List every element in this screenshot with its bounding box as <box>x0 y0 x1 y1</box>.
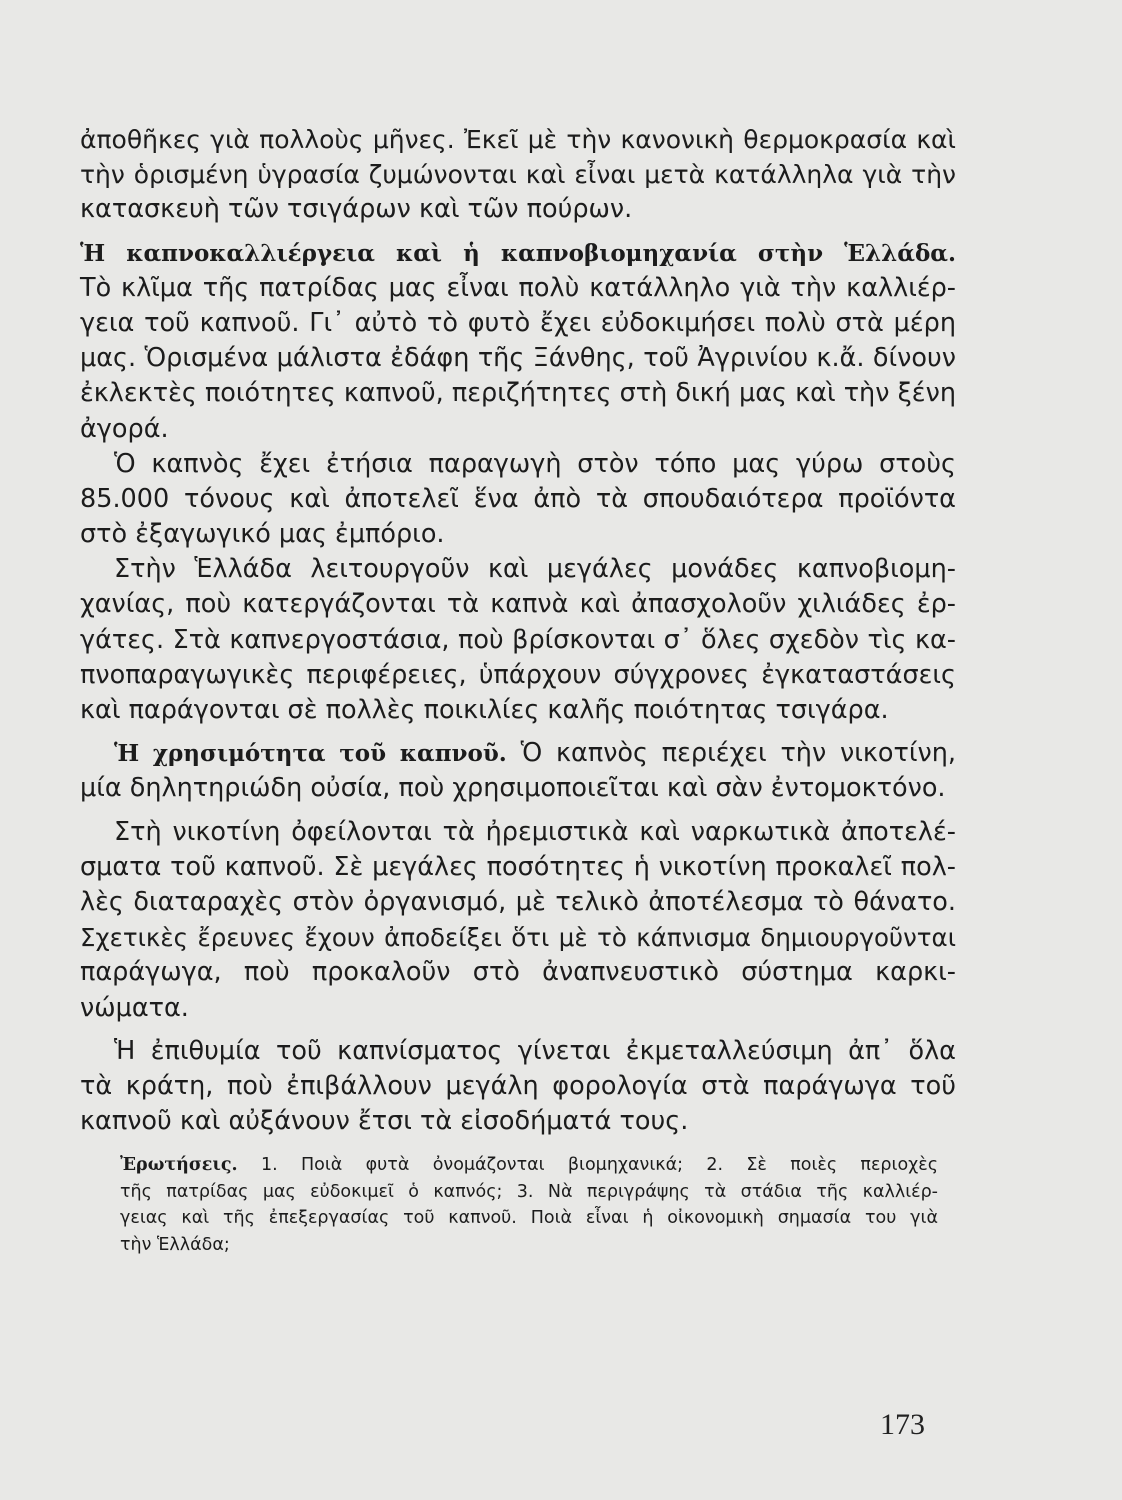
text-line: Τὸ κλῖμα τῆς πατρίδας μας εἶναι πολὺ κατάλληλο γιὰ τὴν καλλιέρ- <box>80 272 956 303</box>
main-text <box>80 122 956 1139</box>
page-number: 173 <box>880 1408 925 1441</box>
text-line: τὴν ὁρισμένη ὑγρασία ζυμώνονται καὶ εἶναι μετὰ κατάλληλα γιὰ τὴν <box>80 160 956 190</box>
text-line: ἀποθῆκες γιὰ πολλοὺς μῆνες. Ἐκεῖ μὲ τὴν κανονικὴ θερμοκρασία καὶ <box>80 125 956 154</box>
question-line: τῆς πατρίδας μας εὐδοκιμεῖ ὁ καπνός; 3. Νὰ περιγράψης τὰ στάδια τῆς καλλιέρ- <box>120 1181 938 1202</box>
text-line: Σχετικὲς ἔρευνες ἔχουν ἀποδείξει ὅτι μὲ τὸ κάπνισμα δημιουργοῦνται <box>80 923 956 953</box>
text-line: νώματα. <box>80 992 189 1023</box>
paragraph-nicotine <box>80 815 956 1026</box>
text-line <box>80 736 956 771</box>
questions-title: Ἐρωτήσεις. <box>120 1155 238 1175</box>
text-line: καπνοῦ καὶ αὐξάνουν ἔτσι τὰ εἰσοδήματά τους. <box>80 1106 689 1137</box>
text-line: πνοπαραγωγικὲς περιφέρειες, ὑπάρχουν σύγχρονες ἐγκαταστάσεις <box>80 659 956 690</box>
text-line: Ὁ καπνὸς ἔχει ἐτήσια παραγωγὴ στὸν τόπο μας γύρω στοὺς <box>114 448 956 479</box>
section-heading: Ἡ καπνοκαλλιέργεια καὶ ἡ καπνοβιομηχανία στὴν Ἑλλάδα. <box>80 239 956 267</box>
text-line: Ἡ ἐπιθυμία τοῦ καπνίσματος γίνεται ἐκμεταλλεύσιμη ἀπ᾿ ὅλα <box>114 1035 956 1066</box>
paragraph-storage <box>80 122 956 228</box>
text-line: Στὴ νικοτίνη ὀφείλονται τὰ ἠρεμιστικὰ καὶ ναρκωτικὰ ἀποτελέ- <box>114 816 956 847</box>
text-line: στὸ ἐξαγωγικό μας ἐμπόριο. <box>80 519 445 550</box>
text-line: ἀγορά. <box>80 413 169 444</box>
question-line: γειας καὶ τῆς ἐπεξεργασίας τοῦ καπνοῦ. Ποιὰ εἶναι ἡ οἰκονομικὴ σημασία του γιὰ <box>120 1208 938 1228</box>
text-line: γάτες. Στὰ καπνεργοστάσια, ποὺ βρίσκονται σ᾿ ὅλες σχεδὸν τὶς κα- <box>80 624 956 655</box>
text-line: κατασκευὴ τῶν τσιγάρων καὶ τῶν πούρων. <box>80 194 633 225</box>
text-line: λὲς διαταραχὲς στὸν ὀργανισμό, μὲ τελικὸ ἀποτέλεσμα τὸ θάνατο. <box>80 886 956 917</box>
text-line: ἐκλεκτὲς ποιότητες καπνοῦ, περιζήτητες στὴ δική μας καὶ τὴν ξένη <box>80 378 956 409</box>
text-line: παράγωγα, ποὺ προκαλοῦν στὸ ἀναπνευστικὸ σύστημα καρκι- <box>80 957 956 988</box>
paragraph-taxation <box>80 1034 956 1140</box>
section-cultivation <box>80 236 956 447</box>
text-line: μία δηλητηριώδη οὐσία, ποὺ χρησιμοποιεῖται καὶ σὰν ἐντομοκτόνο. <box>80 773 946 804</box>
text-line: καὶ παράγονται σὲ πολλὲς ποικιλίες καλῆς ποιότητας τσιγάρα. <box>80 695 889 725</box>
text-line: μας. Ὁρισμένα μάλιστα ἐδάφη τῆς Ξάνθης, τοῦ Ἀγρινίου κ.ἄ. δίνουν <box>80 343 956 374</box>
question-line <box>120 1152 938 1179</box>
questions-block <box>120 1152 938 1258</box>
section-heading: Ἡ χρησιμότητα τοῦ καπνοῦ. <box>114 740 507 768</box>
paragraph-industry <box>80 552 956 728</box>
text-run: 1. Ποιὰ φυτὰ ὀνομάζονται βιομηχανικά; 2. Σὲ ποιὲς περιοχὲς <box>237 1155 938 1175</box>
text-line: σματα τοῦ καπνοῦ. Σὲ μεγάλες ποσότητες ἡ νικοτίνη προκαλεῖ πολ- <box>80 851 956 882</box>
text-run: Ὁ καπνὸς περιέχει τὴν νικοτίνη, <box>506 738 956 769</box>
question-line: τὴν Ἑλλάδα; <box>120 1234 230 1255</box>
text-line: 85.000 τόνους καὶ ἀποτελεῖ ἕνα ἀπὸ τὰ σπουδαιότερα προϊόντα <box>80 483 956 514</box>
text-line: Στὴν Ἑλλάδα λειτουργοῦν καὶ μεγάλες μονάδες καπνοβιομη- <box>114 554 956 585</box>
text-line: γεια τοῦ καπνοῦ. Γι᾿ αὐτὸ τὸ φυτὸ ἔχει εὐδοκιμήσει πολὺ στὰ μέρη <box>80 307 956 338</box>
text-line: τὰ κράτη, ποὺ ἐπιβάλλουν μεγάλη φορολογία στὰ παράγωγα τοῦ <box>80 1070 956 1101</box>
paragraph-production <box>80 447 956 553</box>
text-line: χανίας, ποὺ κατεργάζονται τὰ καπνὰ καὶ ἀπασχολοῦν χιλιάδες ἐρ- <box>80 589 956 620</box>
section-usefulness <box>80 736 956 806</box>
